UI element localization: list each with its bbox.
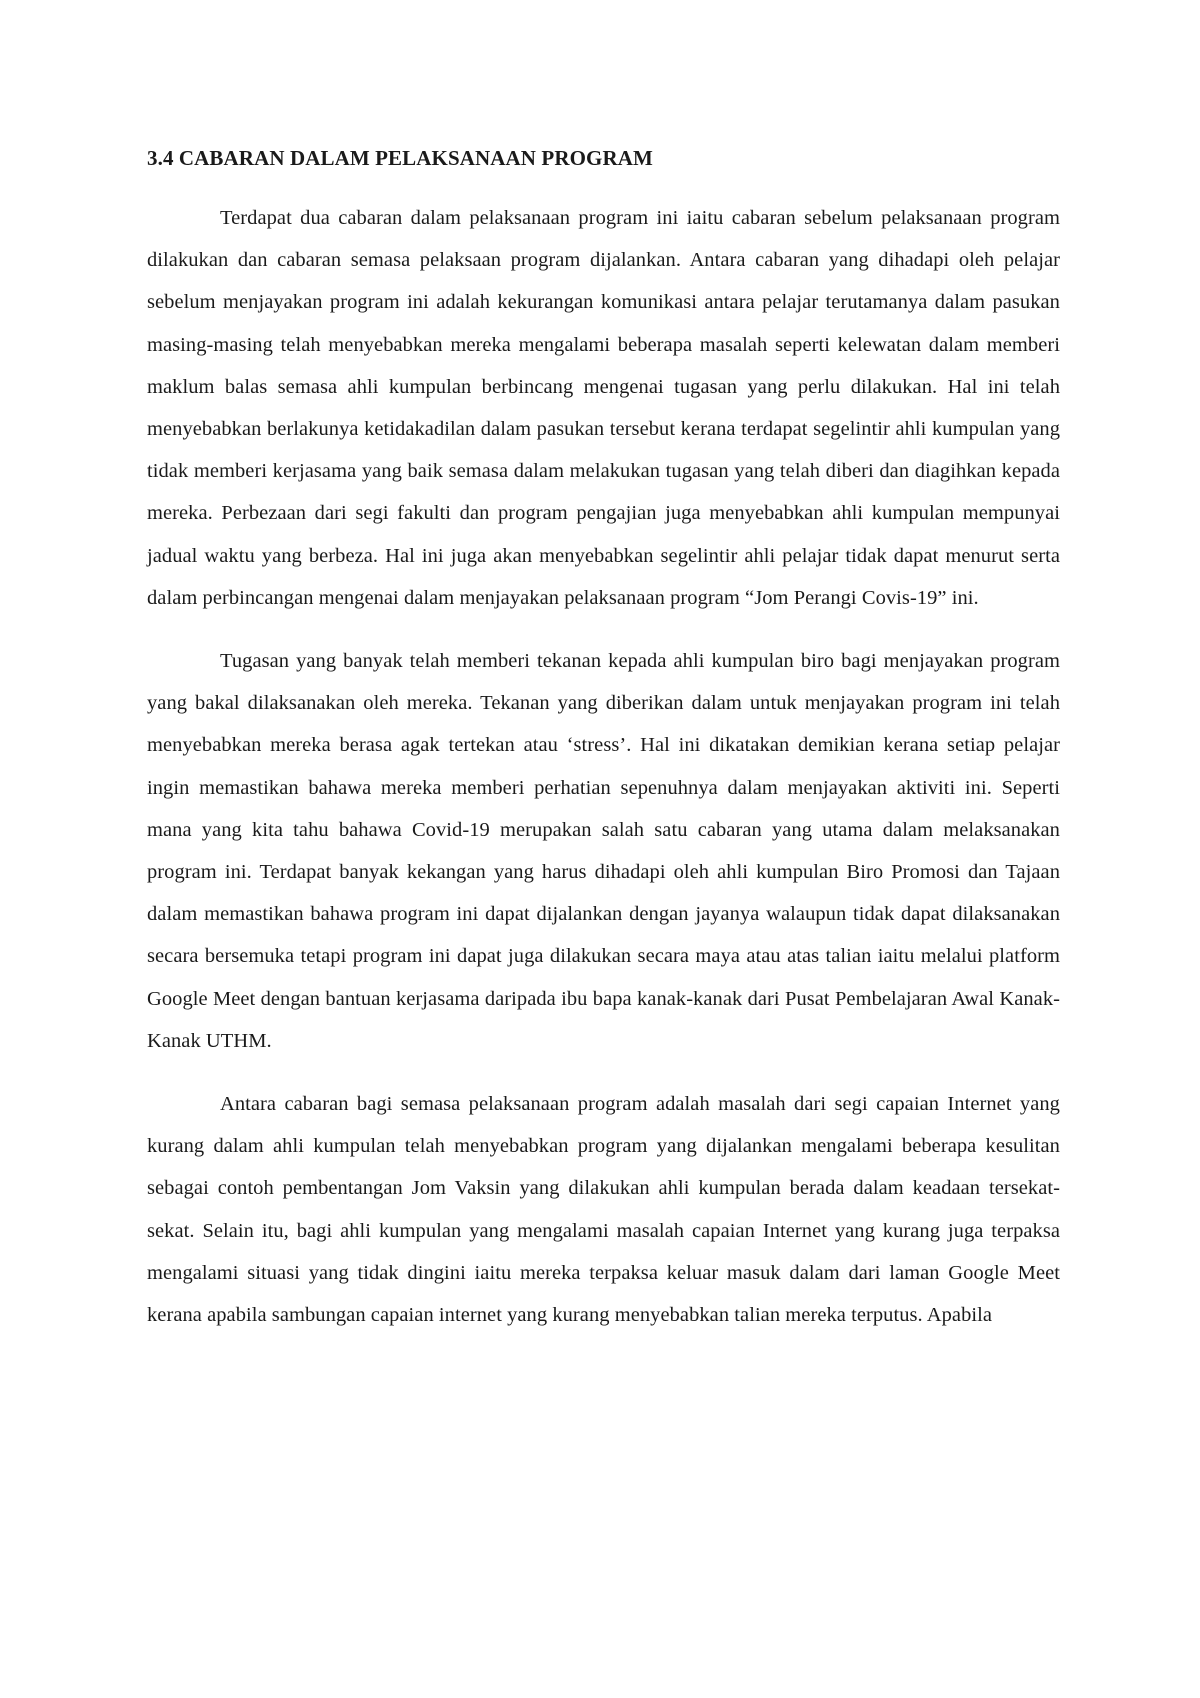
- document-body: [147, 143, 1060, 1357]
- paragraph-3: Antara cabaran bagi semasa pelaksanaan program adalah masalah dari segi capaian Internet yang kurang dalam ahli kumpulan telah menyebabkan program yang dijalankan mengalami beberapa kesulitan sebagai contoh pembentangan Jom Vaksin yang dilakukan ahli kumpulan berada dalam keadaan tersekat-sekat. Selain itu, bagi ahli kumpulan yang mengalami masalah capaian Internet yang kurang juga terpaksa mengalami situasi yang tidak dingini iaitu mereka terpaksa keluar masuk dalam dari laman Google Meet kerana apabila sambungan capaian internet yang kurang menyebabkan talian mereka terputus. Apabila: [147, 1093, 1060, 1327]
- paragraph-2: Tugasan yang banyak telah memberi tekanan kepada ahli kumpulan biro bagi menjayakan program yang bakal dilaksanakan oleh mereka. Tekanan yang diberikan dalam untuk menjayakan program ini telah menyebabkan mereka berasa agak tertekan atau ‘stress’. Hal ini dikatakan demikian kerana setiap pelajar ingin memastikan bahawa mereka memberi perhatian sepenuhnya dalam menjayakan aktiviti ini. Seperti mana yang kita tahu bahawa Covid-19 merupakan salah satu cabaran yang utama dalam melaksanakan program ini. Terdapat banyak kekangan yang harus dihadapi oleh ahli kumpulan Biro Promosi dan Tajaan dalam memastikan bahawa program ini dapat dijalankan dengan jayanya walaupun tidak dapat dilaksanakan secara bersemuka tetapi program ini dapat juga dilakukan secara maya atau atas talian iaitu melalui platform Google Meet dengan bantuan kerjasama daripada ibu bapa kanak-kanak dari Pusat Pembelajaran Awal Kanak-Kanak UTHM.: [147, 650, 1060, 1052]
- section-heading: 3.4 CABARAN DALAM PELAKSANAAN PROGRAM: [147, 146, 653, 170]
- paragraph-1: Terdapat dua cabaran dalam pelaksanaan program ini iaitu cabaran sebelum pelaksanaan program dilakukan dan cabaran semasa pelaksaan program dijalankan. Antara cabaran yang dihadapi oleh pelajar sebelum menjayakan program ini adalah kekurangan komunikasi antara pelajar terutamanya dalam pasukan masing-masing telah menyebabkan mereka mengalami beberapa masalah seperti kelewatan dalam memberi maklum balas semasa ahli kumpulan berbincang mengenai tugasan yang perlu dilakukan. Hal ini telah menyebabkan berlakunya ketidakadilan dalam pasukan tersebut kerana terdapat segelintir ahli kumpulan yang tidak memberi kerjasama yang baik semasa dalam melakukan tugasan yang telah diberi dan diagihkan kepada mereka. Perbezaan dari segi fakulti dan program pengajian juga menyebabkan ahli kumpulan mempunyai jadual waktu yang berbeza. Hal ini juga akan menyebabkan segelintir ahli pelajar tidak dapat menurut serta dalam perbincangan mengenai dalam menjayakan pelaksanaan program “Jom Perangi Covis-19” ini.: [147, 207, 1060, 609]
